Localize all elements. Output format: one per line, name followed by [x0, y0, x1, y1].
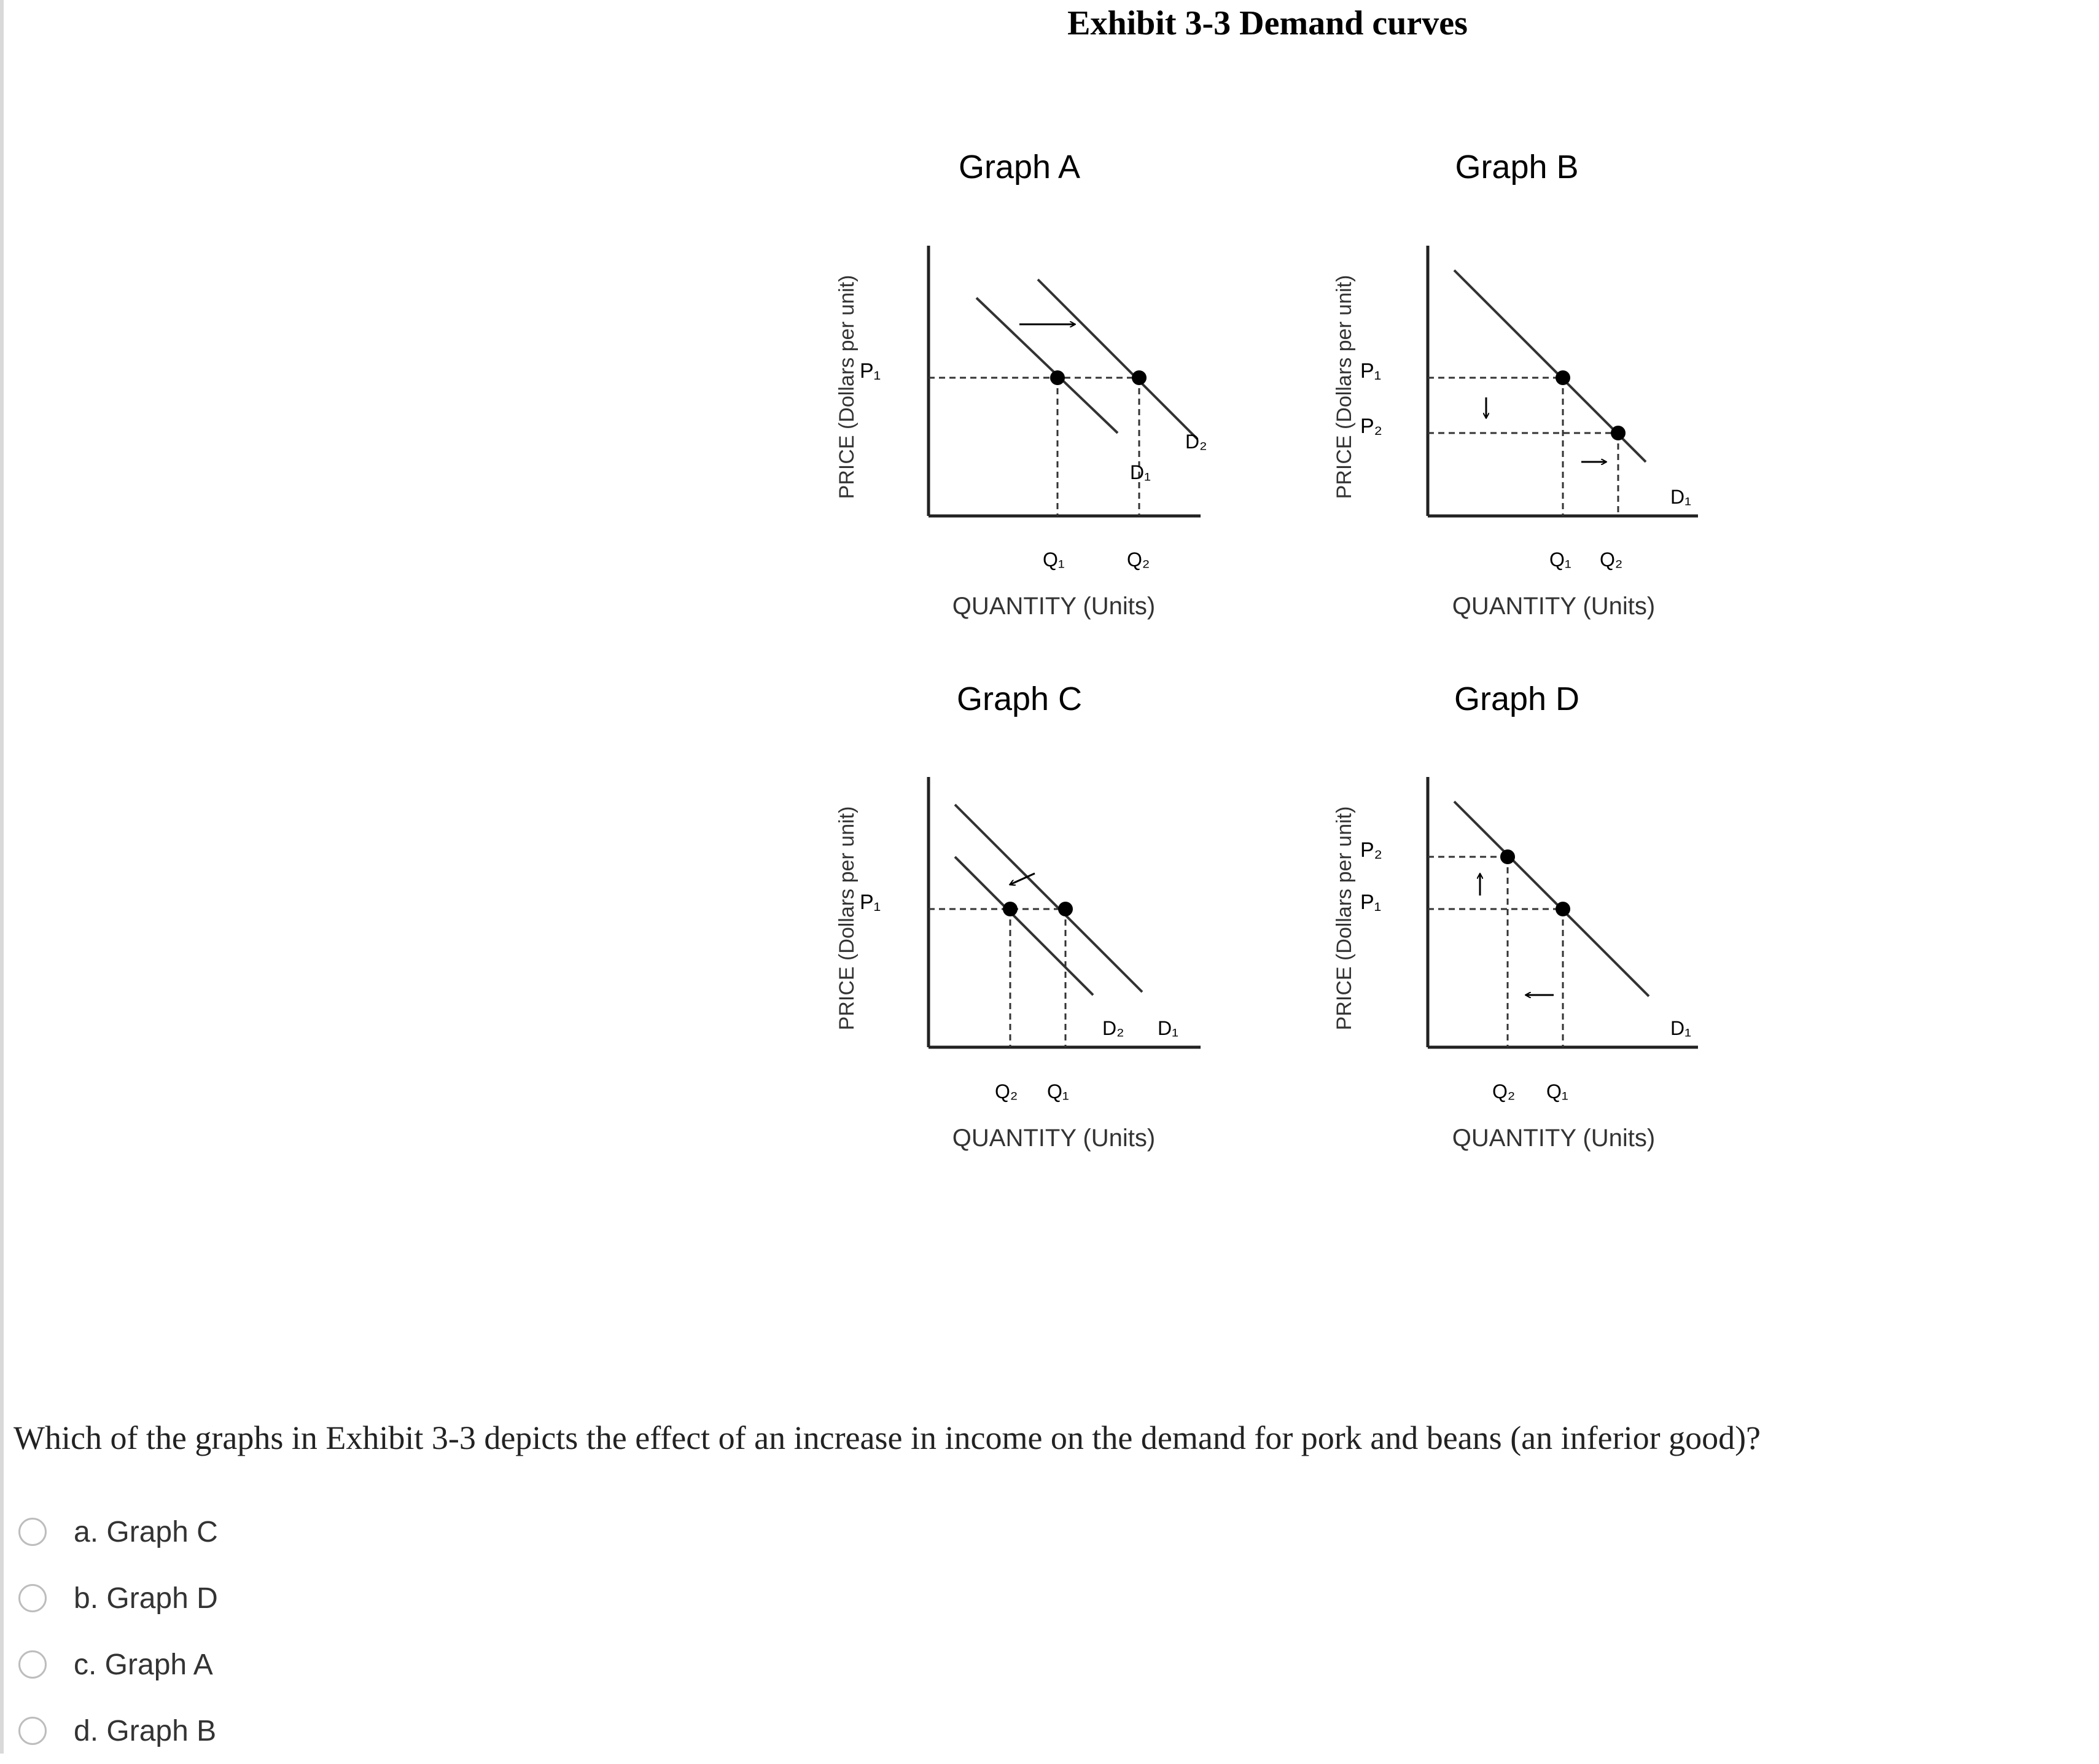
graph-b-price-label-p2: P₂ — [1360, 415, 1382, 438]
graph-a-curve-label-d1: D₁ — [1130, 461, 1151, 483]
graph-d-price-label-p2: P₂ — [1360, 838, 1382, 862]
page-left-border — [0, 0, 4, 1754]
graph-c-title: Graph C — [956, 681, 1083, 717]
option-c-radio[interactable] — [18, 1650, 47, 1679]
graph-a-equilibrium-point-2 — [1132, 370, 1147, 385]
graph-c — [835, 681, 1201, 1152]
answer-options — [18, 1499, 218, 1764]
option-d-label[interactable]: d. Graph B — [74, 1714, 217, 1747]
option-d[interactable] — [18, 1698, 218, 1764]
graph-d-price-axis-label: PRICE (Dollars per unit) — [1333, 806, 1356, 1031]
option-c-label[interactable]: c. Graph A — [74, 1648, 213, 1681]
graph-c-quantity-axis-label: QUANTITY (Units) — [952, 1125, 1156, 1152]
graph-b-curve-label-d1: D₁ — [1670, 486, 1691, 508]
graph-a-quantity-axis-label: QUANTITY (Units) — [952, 593, 1156, 620]
option-b-label[interactable]: b. Graph D — [74, 1582, 218, 1615]
graph-c-quantity-label-q2: Q₂ — [995, 1080, 1018, 1102]
graph-b-equilibrium-point-2 — [1611, 426, 1626, 440]
graph-b-equilibrium-point-1 — [1556, 370, 1570, 385]
graph-d-demand-curve-d1 — [1454, 802, 1649, 996]
graph-c-price-label-p1: P₁ — [860, 891, 881, 914]
graph-b-price-axis-label: PRICE (Dollars per unit) — [1333, 275, 1356, 499]
graph-b-price-label-p1: P₁ — [1360, 359, 1382, 383]
exhibit-title: Exhibit 3-3 Demand curves — [1067, 4, 1468, 42]
graph-d-curve-label-d1: D₁ — [1670, 1017, 1691, 1039]
graph-c-price-axis-label: PRICE (Dollars per unit) — [835, 806, 859, 1031]
option-d-radio[interactable] — [18, 1717, 47, 1745]
graph-c-curve-label-d1: D₁ — [1158, 1017, 1178, 1039]
graph-d-equilibrium-point-2 — [1500, 849, 1515, 864]
graph-a-quantity-label-q2: Q₂ — [1127, 548, 1150, 571]
demand-curves-figure — [761, 86, 1744, 1192]
graph-a-demand-curve-d2 — [1038, 279, 1197, 439]
graph-c-equilibrium-point-2 — [1003, 902, 1018, 916]
graph-a-title: Graph A — [958, 149, 1081, 185]
graph-a-price-axis-label: PRICE (Dollars per unit) — [835, 275, 859, 499]
graph-b-quantity-axis-label: QUANTITY (Units) — [1452, 593, 1656, 620]
graph-a-equilibrium-point-1 — [1050, 370, 1065, 385]
option-b[interactable] — [18, 1565, 218, 1631]
graph-b — [1333, 149, 1698, 620]
graph-b-quantity-label-q1: Q₁ — [1549, 548, 1571, 571]
graph-b-quantity-label-q2: Q₂ — [1600, 548, 1623, 571]
exhibit-figure — [761, 86, 1744, 1192]
graph-d-quantity-axis-label: QUANTITY (Units) — [1452, 1125, 1656, 1152]
graph-c-equilibrium-point-1 — [1058, 902, 1073, 916]
graph-a-price-label-p1: P₁ — [860, 359, 881, 383]
graph-d-title: Graph D — [1454, 681, 1580, 717]
graph-a-quantity-label-q1: Q₁ — [1043, 548, 1065, 571]
graph-a — [835, 149, 1207, 620]
graph-d-price-label-p1: P₁ — [1360, 891, 1382, 914]
option-a-radio[interactable] — [18, 1518, 47, 1546]
graph-a-demand-curve-d1 — [976, 298, 1118, 433]
graph-d — [1333, 681, 1698, 1152]
question-text: Which of the graphs in Exhibit 3-3 depicts the effect of an increase in income on the demand for pork and beans (an inferior good)? — [14, 1419, 1761, 1456]
option-b-radio[interactable] — [18, 1584, 47, 1612]
option-a[interactable] — [18, 1499, 218, 1565]
graph-c-curve-label-d2: D₂ — [1102, 1017, 1124, 1039]
graph-c-quantity-label-q1: Q₁ — [1047, 1080, 1069, 1102]
option-c[interactable] — [18, 1631, 218, 1698]
graph-d-quantity-label-q2: Q₂ — [1492, 1080, 1516, 1102]
graph-a-curve-label-d2: D₂ — [1185, 431, 1207, 453]
graph-b-title: Graph B — [1455, 149, 1579, 185]
graph-c-shift-left-arrow — [1010, 873, 1035, 884]
option-a-label[interactable]: a. Graph C — [74, 1515, 218, 1548]
graph-d-equilibrium-point-1 — [1556, 902, 1570, 916]
graph-d-quantity-label-q1: Q₁ — [1546, 1080, 1568, 1102]
graph-c-demand-curve-d1 — [955, 805, 1142, 992]
